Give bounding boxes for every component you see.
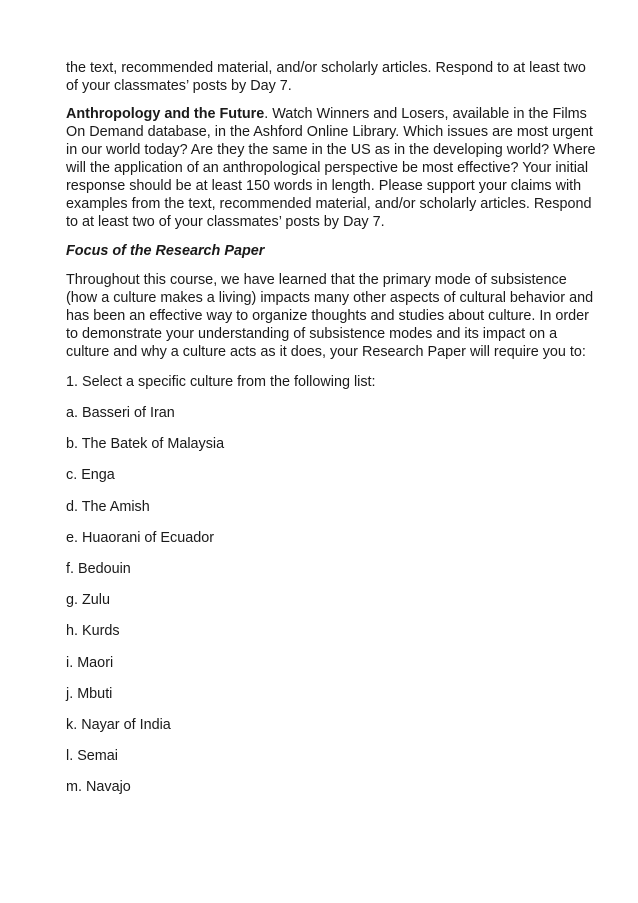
culture-item: d. The Amish [66,498,150,515]
culture-item: f. Bedouin [66,560,131,577]
culture-item: h. Kurds [66,623,120,640]
culture-item: e. Huaorani of Ecuador [66,529,214,546]
focus-heading: Focus of the Research Paper [66,243,265,259]
culture-item: i. Maori [66,654,114,671]
culture-item: a. Basseri of Iran [66,405,175,421]
culture-item: c. Enga [66,467,115,484]
culture-item: b. The Batek of Malaysia [66,436,225,453]
culture-item: k. Nayar of India [66,716,171,733]
culture-list [66,404,596,796]
culture-list-intro: 1. Select a specific culture from the following list: [66,374,376,390]
culture-item: j. Mbuti [66,685,113,702]
anthropology-future-paragraph [66,105,596,231]
anthropology-future-body: . Watch Winners and Losers, available in the Films On Demand database, in the Ashford Online Library. Which issues are most urgent in our world today? Are they the same in the US as in the developing world? Where will the application of an anthropological perspective be most effective? Your initial response should be at least 150 words in length. Please support your claims with examples from the text, recommended material, and/or scholarly articles. Respond to at least two of your classmates’ posts by Day 7. [66,106,596,230]
culture-item: g. Zulu [66,592,110,609]
intro-continuation-paragraph: the text, recommended material, and/or scholarly articles. Respond to at least two of your classmates’ posts by Day 7. [66,60,586,94]
anthropology-future-title: Anthropology and the Future [66,106,265,122]
focus-paragraph: Throughout this course, we have learned that the primary mode of subsistence (how a culture makes a living) impacts many other aspects of cultural behavior and has been an effective way to organize thoughts and studies about culture. In order to demonstrate your understanding of subsistence modes and its impact on a culture and why a culture acts as it does, your Research Paper will require you to: [66,272,594,360]
document-page [66,59,596,809]
culture-item: l. Semai [66,748,118,765]
culture-item: m. Navajo [66,779,131,796]
